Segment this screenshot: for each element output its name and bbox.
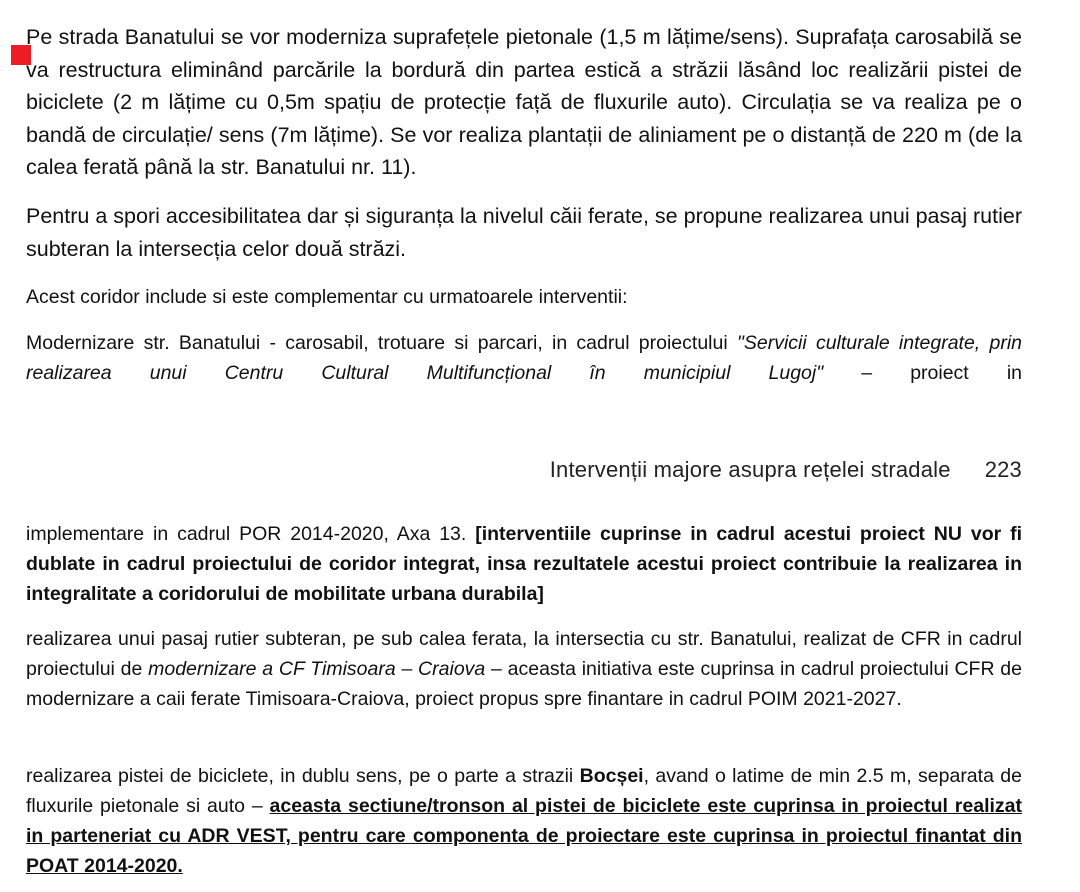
page-header: [550, 457, 1022, 483]
street-name-bold: Bocșei: [579, 765, 644, 787]
text-middle: , avand o latime de min 2.5 m, separata de fluxurile pietonale si auto –: [26, 765, 1022, 817]
paragraph-bike-lane: [26, 761, 1022, 881]
paragraph-accessibility: Pentru a spori accesibilitatea dar și siguranța la nivelul căii ferate, se propune realizarea unui pasaj rutier subteran la intersecția celor două străzi.: [26, 204, 1022, 261]
text-suffix: – proiect in: [823, 362, 1022, 384]
paragraph-modernizare-banatului: [26, 328, 1022, 388]
project-name-italic: modernizare a CF Timisoara – Craiova: [148, 658, 486, 680]
project-title-italic: "Servicii culturale integrate, prin realizarea unui Centru Cultural Multifuncțional în municipiul Lugoj": [26, 332, 1022, 384]
text-prefix: realizarea pistei de biciclete, in dublu sens, pe o parte a strazii: [26, 765, 580, 787]
text-prefix: implementare in cadrul POR 2014-2020, Axa 13.: [26, 523, 476, 545]
bold-note: [interventiile cuprinse in cadrul acestui proiect NU vor fi dublate in cadrul proiectului de coridor integrat, insa rezultatele acestui proiect contribuie la realizarea in integralitate a coridorului de mobilitate urbana durabila]: [26, 523, 1023, 605]
paragraph-corridor-intro: Acest coridor include si este complementar cu urmatoarele interventii:: [26, 286, 628, 308]
text-prefix: Modernizare str. Banatului - carosabil, trotuare si parcari, in cadrul proiectului: [26, 332, 737, 354]
text-suffix: – aceasta initiativa este cuprinsa in cadrul proiectului CFR de modernizare a caii ferate Timisoara-Craiova, proiect propus spre finantare in cadrul POIM 2021-2027.: [26, 658, 1022, 710]
paragraph-implementation: [26, 519, 1022, 609]
bold-underlined-note: aceasta sectiune/tronson al pistei de biciclete este cuprinsa in proiectul realizat in parteneriat cu ADR VEST, pentru care componenta de proiectare este cuprinsa in proiectul finantat din POAT 2014-2020.: [26, 795, 1022, 877]
page-number: 223: [984, 457, 1022, 482]
paragraph-banatului-modernization: Pe strada Banatului se vor moderniza suprafețele pietonale (1,5 m lățime/sens). Suprafața carosabilă se va restructura eliminând parcările la bordură din partea estică a străzii lăsând loc realizării pistei de biciclete (2 m lățime cu 0,5m spațiu de protecție față de fluxurile auto). Circulația se va realiza pe o bandă de circulație/ sens (7m lățime). Se vor realiza plantații de aliniament pe o distanță de 220 m (de la calea ferată până la str. Banatului nr. 11).: [26, 25, 1022, 179]
text-prefix: realizarea unui pasaj rutier subteran, pe sub calea ferata, la intersectia cu str. Banatului, realizat de CFR in cadrul proiectului de: [26, 628, 1022, 680]
section-title: Intervenții majore asupra rețelei stradale: [549, 457, 951, 482]
paragraph-underpass: [26, 624, 1022, 714]
